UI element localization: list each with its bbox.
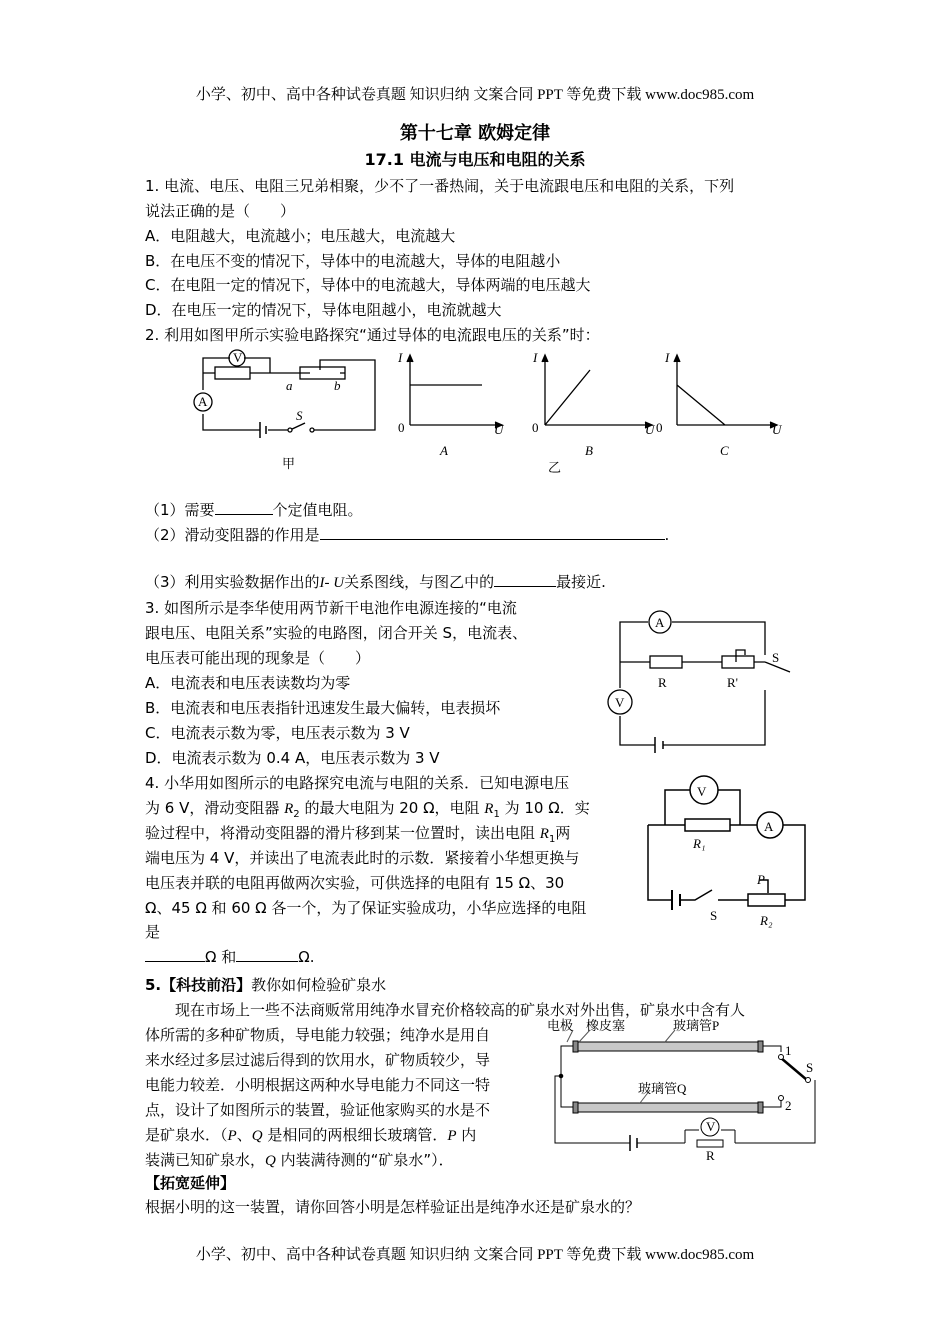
rheostat-label: R' xyxy=(727,675,739,690)
section-title: 17.1 电流与电压和电阻的关系 xyxy=(364,150,586,169)
chapter-title: 第十七章 欧姆定律 xyxy=(399,123,551,144)
text: 两 xyxy=(555,824,571,842)
point-a-label: a xyxy=(286,378,293,393)
contact-1-label: 1 xyxy=(785,1043,792,1058)
subscript: 1 xyxy=(493,809,500,820)
q3-stem-3: 电压表可能出现的现象是（ ） xyxy=(145,649,371,667)
graph-a-caption: A xyxy=(440,443,448,458)
axis-u-label: U xyxy=(772,422,782,437)
q4-stem-5: 电压表并联的电阻再做两次实验，可供选择的电阻有 15 Ω、30 xyxy=(145,874,565,892)
origin-label: 0 xyxy=(398,420,405,435)
switch-label: S xyxy=(772,650,780,665)
subscript: 1 xyxy=(548,834,556,845)
q3-stem: 3. 如图所示是李华使用两节新干电池作电源连接的“电流 xyxy=(145,599,517,617)
text: 为 6 V，滑动变阻器 xyxy=(145,799,285,817)
text: 装满已知矿泉水， xyxy=(145,1151,266,1169)
text: （2）滑动变阻器的作用是 xyxy=(145,526,320,544)
r2-symbol: R xyxy=(284,801,294,817)
r1-symbol: R xyxy=(484,801,494,817)
voltmeter-label: V xyxy=(233,350,243,365)
text: 关系图线，与图乙中的 xyxy=(344,573,495,591)
electrode-label: 电极 xyxy=(547,1018,574,1033)
q5-para-4: 电能力较差．小明根据这两种水导电能力不同这一特 xyxy=(145,1076,491,1094)
figure-yi-caption: 乙 xyxy=(548,460,562,475)
switch-label: S xyxy=(710,908,718,923)
text: 5.【科技前沿】 xyxy=(145,976,252,994)
ammeter-label: A xyxy=(198,394,208,409)
text: 最接近. xyxy=(556,573,606,591)
q-symbol: Q xyxy=(251,1128,263,1144)
graph-b-caption: B xyxy=(585,443,593,458)
text: 、 xyxy=(236,1126,252,1144)
extension-question: 根据小明的这一装置，请你回答小明是怎样验证出是纯净水还是矿泉水的？ xyxy=(145,1198,641,1216)
text: 教你如何检验矿泉水 xyxy=(251,976,387,994)
origin-label: 0 xyxy=(656,420,663,435)
q3-option-c: C．电流表示数为零，电压表示数为 3 V xyxy=(145,724,410,742)
r1-label: R₁ xyxy=(693,836,706,851)
q5-para: 现在市场上一些不法商贩常用纯净水冒充价格较高的矿泉水对外出售，矿泉水中含有人 xyxy=(175,1001,746,1019)
axis-i-label: I xyxy=(533,350,538,365)
text: 内 xyxy=(456,1126,477,1144)
q3-stem-2: 跟电压、电阻关系”实验的电路图，闭合开关 S，电流表、 xyxy=(145,624,528,642)
rubber-plug-label: 橡皮塞 xyxy=(586,1018,626,1033)
graph-c-caption: C xyxy=(720,443,729,458)
extension-heading: 【拓宽延伸】 xyxy=(145,1174,236,1192)
origin-label: 0 xyxy=(532,420,539,435)
p-symbol: P xyxy=(227,1128,237,1144)
contact-2-label: 2 xyxy=(785,1098,792,1113)
q5-para-5: 点，设计了如图所示的装置，验证他家购买的水是不 xyxy=(145,1101,491,1119)
axis-i-label: I xyxy=(398,350,403,365)
tube-p-label: 玻璃管P xyxy=(673,1018,720,1033)
q-symbol: Q xyxy=(265,1153,276,1169)
text: （3）利用实验数据作出的 xyxy=(145,573,320,591)
ammeter-label: A xyxy=(655,615,665,630)
r2-label: R₂ xyxy=(760,913,773,928)
resistor-label: R xyxy=(706,1148,715,1163)
text: （1）需要 xyxy=(145,501,215,519)
q1-stem: 1. 电流、电压、电阻三兄弟相聚，少不了一番热闹，关于电流跟电压和电阻的关系，下列 xyxy=(145,177,735,195)
q5-para-2: 体所需的多种矿物质，导电能力较强；纯净水是用自 xyxy=(145,1026,491,1044)
page-footer: 小学、初中、高中各种试卷真题 知识归纳 文案合同 PPT 等免费下载 www.doc985.com xyxy=(195,1247,755,1263)
q1-stem-2: 说法正确的是（ ） xyxy=(145,202,296,220)
figure-jia-caption: 甲 xyxy=(282,456,296,471)
tube-q-label: 玻璃管Q xyxy=(638,1081,687,1096)
q3-option-a: A．电流表和电压表读数均为零 xyxy=(145,674,351,692)
q2-stem: 2. 利用如图甲所示实验电路探究“通过导体的电流跟电压的关系”时： xyxy=(145,326,600,344)
resistor-label: R xyxy=(658,675,667,690)
q3-option-b: B．电流表和电压表指针迅速发生最大偏转，电表损坏 xyxy=(145,699,501,717)
text: 的最大电阻为 20 Ω，电阻 xyxy=(299,799,485,817)
switch-label: S xyxy=(806,1060,814,1075)
q4-stem-7: 是 xyxy=(145,923,161,941)
q4-stem-6: Ω、45 Ω 和 60 Ω 各一个，为了保证实验成功，小华应选择的电阻 xyxy=(145,899,587,917)
text: 是矿泉水．（ xyxy=(145,1126,228,1144)
subscript: 2 xyxy=(293,809,300,820)
text: 内装满待测的“矿泉水”）． xyxy=(275,1151,454,1169)
text: . xyxy=(664,526,670,544)
slider-p-label: P xyxy=(757,872,765,887)
axis-u-label: U xyxy=(645,422,655,437)
page-header: 小学、初中、高中各种试卷真题 知识归纳 文案合同 PPT 等免费下载 www.doc985.com xyxy=(195,87,755,103)
text: 验过程中，将滑动变阻器的滑片移到某一位置时，读出电阻 xyxy=(145,824,540,842)
switch-label: S xyxy=(296,408,303,423)
text: Ω. xyxy=(298,948,315,966)
r1-symbol: R xyxy=(539,826,549,842)
q1-option-d: D．在电压一定的情况下，导体电阻越小，电流就越大 xyxy=(145,301,502,319)
q1-option-c: C．在电阻一定的情况下，导体中的电流越大，导体两端的电压越大 xyxy=(145,276,591,294)
axis-i-label: I xyxy=(665,350,670,365)
voltmeter-label: V xyxy=(615,695,625,710)
q4-stem: 4. 小华用如图所示的电路探究电流与电阻的关系．已知电源电压 xyxy=(145,774,570,792)
ammeter-label: A xyxy=(764,819,774,834)
text: 是相同的两根细长玻璃管． xyxy=(262,1126,448,1144)
q3-option-d: D．电流表示数为 0.4 A，电压表示数为 3 V xyxy=(145,749,440,767)
q1-option-a: A．电阻越大，电流越小；电压越大，电流越大 xyxy=(145,227,456,245)
q4-stem-4: 端电压为 4 V，并读出了电流表此时的示数．紧接着小华想更换与 xyxy=(145,849,580,867)
text: 为 10 Ω．实 xyxy=(499,799,590,817)
voltmeter-label: V xyxy=(706,1119,716,1134)
point-b-label: b xyxy=(334,378,341,393)
p-symbol: P xyxy=(447,1128,457,1144)
voltmeter-label: V xyxy=(697,784,707,799)
text: 个定值电阻。 xyxy=(272,501,363,519)
axis-u-label: U xyxy=(494,422,504,437)
text: Ω 和 xyxy=(205,948,237,966)
q5-para-3: 来水经过多层过滤后得到的饮用水，矿物质较少，导 xyxy=(145,1051,491,1069)
iu-symbol: I- U xyxy=(319,575,345,591)
q1-option-b: B．在电压不变的情况下，导体中的电流越大，导体的电阻越小 xyxy=(145,252,561,270)
